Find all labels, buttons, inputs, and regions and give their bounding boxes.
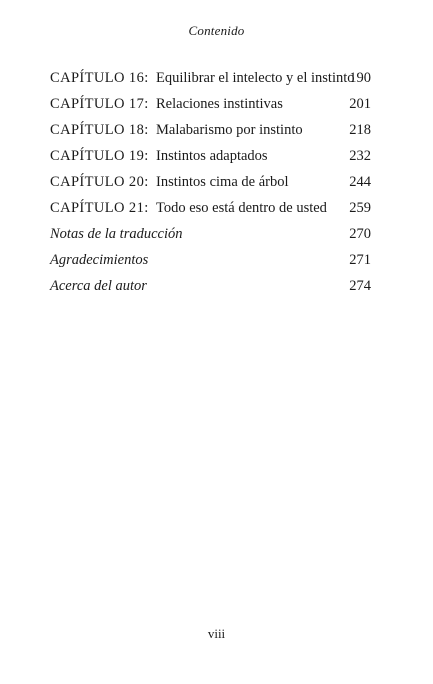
chapter-title: Equilibrar el intelecto y el instinto: [156, 70, 355, 86]
chapter-number: CAPÍTULO 17:: [50, 96, 149, 112]
running-head: Contenido: [188, 23, 245, 38]
chapter-number: CAPÍTULO 21:: [50, 200, 149, 216]
page-number: 259: [349, 200, 371, 216]
toc-entry-chapter-20: [50, 169, 374, 195]
back-matter-title: Agradecimientos: [50, 252, 149, 268]
page-number: 218: [349, 122, 371, 138]
chapter-title: Todo eso está dentro de usted: [156, 200, 327, 216]
page-number: 201: [349, 96, 371, 112]
chapter-title: Relaciones instintivas: [156, 96, 283, 112]
page-number: 244: [349, 174, 371, 190]
toc-entry-chapter-18: [50, 117, 374, 143]
table-of-contents: [50, 65, 374, 299]
page-number: 232: [349, 148, 371, 164]
chapter-number: CAPÍTULO 18:: [50, 122, 149, 138]
chapter-title: Instintos adaptados: [156, 148, 268, 164]
toc-entry-chapter-19: [50, 143, 374, 169]
page-number: 190: [349, 70, 371, 86]
toc-entry-translation-notes: [50, 221, 374, 247]
chapter-number: CAPÍTULO 16:: [50, 70, 149, 86]
chapter-number: CAPÍTULO 19:: [50, 148, 149, 164]
chapter-title: Malabarismo por instinto: [156, 122, 303, 138]
chapter-number: CAPÍTULO 20:: [50, 174, 149, 190]
back-matter-title: Acerca del autor: [50, 278, 147, 294]
toc-entry-acknowledgements: [50, 247, 374, 273]
toc-entry-chapter-21: [50, 195, 374, 221]
page-number: 270: [349, 226, 371, 242]
toc-entry-chapter-16: [50, 65, 374, 91]
page-number: 274: [349, 278, 371, 294]
chapter-title: Instintos cima de árbol: [156, 174, 289, 190]
page-folio: viii: [207, 626, 226, 641]
page-number: 271: [349, 252, 371, 268]
toc-entry-about-author: [50, 273, 374, 299]
back-matter-title: Notas de la traducción: [50, 226, 183, 242]
toc-entry-chapter-17: [50, 91, 374, 117]
